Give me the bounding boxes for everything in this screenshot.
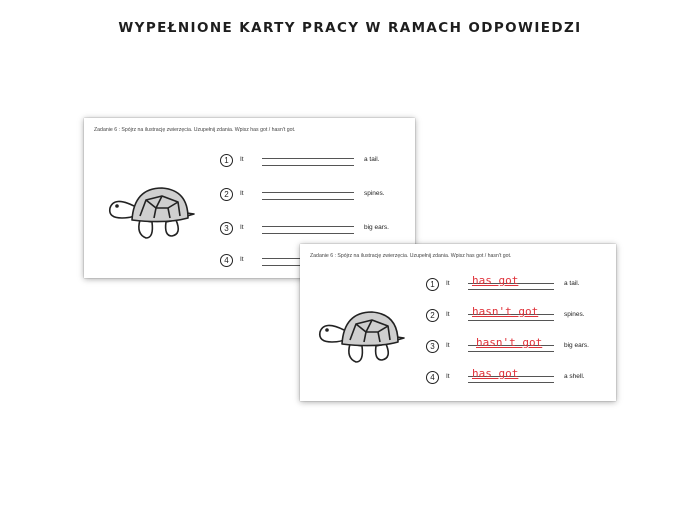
answer-line[interactable] <box>262 158 354 159</box>
sentence-row <box>426 274 606 294</box>
number-circle: 4 <box>220 254 233 267</box>
sentence-ending: spines. <box>564 311 585 318</box>
handwritten-answer: hasn't got <box>472 305 539 318</box>
subject-word: It <box>446 280 450 287</box>
worksheet-filled <box>300 244 616 401</box>
handwritten-answer: hasn't got <box>476 336 543 349</box>
sentence-ending: a shell. <box>564 373 585 380</box>
handwritten-answer: has got <box>472 367 519 380</box>
answer-line <box>468 289 554 290</box>
number-circle: 2 <box>426 309 439 322</box>
subject-word: It <box>240 256 244 263</box>
number-circle: 3 <box>426 340 439 353</box>
page-title: WYPEŁNIONE KARTY PRACY W RAMACH ODPOWIEDZI <box>118 20 582 36</box>
sentence-row <box>426 305 606 325</box>
sentence-ending: big ears. <box>564 342 589 349</box>
turtle-illustration <box>106 180 210 244</box>
subject-word: It <box>446 311 450 318</box>
answer-line <box>468 320 554 321</box>
sentence-ending: spines. <box>364 190 385 197</box>
answer-line <box>468 382 554 383</box>
subject-word: It <box>240 224 244 231</box>
subject-word: It <box>446 373 450 380</box>
subject-word: It <box>240 156 244 163</box>
number-circle: 3 <box>220 222 233 235</box>
turtle-illustration <box>316 304 420 368</box>
number-circle: 1 <box>220 154 233 167</box>
sentence-row <box>220 154 400 170</box>
number-circle: 4 <box>426 371 439 384</box>
answer-line <box>262 165 354 166</box>
subject-word: It <box>446 342 450 349</box>
answer-line <box>262 199 354 200</box>
answer-line <box>468 351 554 352</box>
sentence-row <box>220 222 400 238</box>
instruction-text: Zadanie 6 : Spójrz na ilustrację zwierzęcia. Uzupełnij zdania. Wpisz has got / hasn't got. <box>310 253 512 259</box>
sentence-ending: a tail. <box>364 156 380 163</box>
sentence-ending: a tail. <box>564 280 580 287</box>
answer-line <box>262 233 354 234</box>
handwritten-answer: has got <box>472 274 519 287</box>
number-circle: 1 <box>426 278 439 291</box>
sentence-row <box>426 367 606 387</box>
sentence-row <box>220 188 400 204</box>
sentence-ending: big ears. <box>364 224 389 231</box>
answer-line[interactable] <box>262 192 354 193</box>
number-circle: 2 <box>220 188 233 201</box>
subject-word: It <box>240 190 244 197</box>
instruction-text: Zadanie 6 : Spójrz na ilustrację zwierzęcia. Uzupełnij zdania. Wpisz has got / hasn't got. <box>94 127 296 133</box>
answer-line[interactable] <box>262 226 354 227</box>
sentence-row <box>426 336 606 356</box>
